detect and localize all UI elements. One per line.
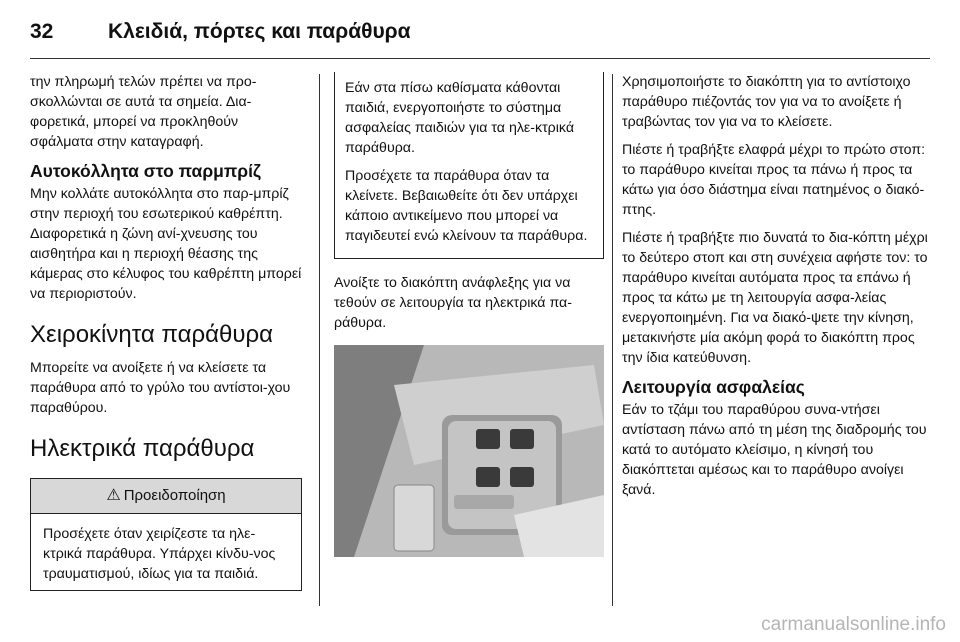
warning-title: Προειδοποίηση <box>123 487 226 504</box>
manual-windows-paragraph: Μπορείτε να ανοίξετε ή να κλείσετε τα παράθυρα από το γρύλο του αντίστοι-χου παραθύρου. <box>30 360 291 416</box>
window-switch-illustration <box>334 345 604 557</box>
ignition-paragraph: Ανοίξτε το διακόπτη ανάφλεξης για να τεθούν σε λειτουργία τα ηλεκτρικά πα-ράθυρα. <box>334 275 572 331</box>
warning-triangle-icon: ⚠ <box>106 487 121 504</box>
column-3 <box>622 72 934 508</box>
column-divider-2 <box>612 74 613 606</box>
warning-body: Προσέχετε όταν χειρίζεστε τα ηλε-κτρικά παράθυρα. Υπάρχει κίνδυ-νος τραυματισμού, ιδίως για τα παιδιά. <box>43 526 276 582</box>
header-divider <box>30 58 930 59</box>
warning-child-lock-paragraph: Εάν στα πίσω καθίσματα κάθονται παιδιά, ενεργοποιήστε το σύστημα ασφαλείας παιδιών για τα ηλε-κτρικά παράθυρα. <box>345 80 575 156</box>
safety-heading: Λειτουργία ασφαλείας <box>622 377 805 397</box>
second-stop-paragraph: Πιέστε ή τραβήξτε πιο δυνατά το δια-κόπτη μέχρι το δεύτερο στοπ και στη συνέχεια αφήστε τον: το παράθυρο κινείται αυτόματα προς τα επάνω ή προς τα κάτω με τη λειτουργία ασφα-λείας ενεργοποιημένη. Για να διακό-ψετε την κίνηση, μετακινήστε μία ακόμη φορά το διακόπτη προς την ίδια κατεύθυνση. <box>622 230 928 366</box>
window-switch-photo <box>334 345 604 557</box>
warning-header <box>31 479 301 514</box>
safety-paragraph: Εάν το τζάμι του παραθύρου συνα-ντήσει αντίσταση πάνω από τη μέση της διαδρομής του κατά το αυτόματο κλείσιμο, η κίνησή του διακόπτεται αμέσως και το παράθυρο ανοίγει ξανά. <box>622 402 927 498</box>
manual-windows-heading: Χειροκίνητα παράθυρα <box>30 321 274 348</box>
page-title: Κλειδιά, πόρτες και παράθυρα <box>108 20 411 43</box>
column-2 <box>334 72 604 557</box>
warning-closing-paragraph: Προσέχετε τα παράθυρα όταν τα κλείνετε. Βεβαιωθείτε ότι δεν υπάρχει κάποιο αντικείμενο που μπορεί να παγιδευτεί ενώ κλείνουν τα παράθυρα. <box>345 168 588 244</box>
column-1 <box>30 72 302 591</box>
watermark: carmanualsonline.info <box>761 614 946 635</box>
warning-box-continued <box>334 72 604 259</box>
sticker-paragraph: Μην κολλάτε αυτοκόλλητα στο παρ-μπρίζ στην περιοχή του εσωτερικού καθρέπτη. Διαφορετικά η ζώνη ανί-χνευσης του αισθητήρα και η περιοχή θέασης της κάμερας στο κέλυφος του καθρέπτη μπορεί να περιοριστούν. <box>30 186 302 302</box>
switch-usage-paragraph: Χρησιμοποιήστε το διακόπτη για το αντίστοιχο παράθυρο πιέζοντάς τον για να το ανοίξετε ή τραβώντας τον για να το κλείσετε. <box>622 74 911 130</box>
column-divider-1 <box>319 74 320 606</box>
electric-windows-heading: Ηλεκτρικά παράθυρα <box>30 435 255 462</box>
page-header <box>30 14 411 50</box>
sticker-heading: Αυτοκόλλητα στο παρμπρίζ <box>30 161 261 181</box>
intro-paragraph: την πληρωμή τελών πρέπει να προ-σκολλώνται σε αυτά τα σημεία. Δια-φορετικά, μπορεί να προκληθούν σφάλματα στην καταγραφή. <box>30 74 257 150</box>
first-stop-paragraph: Πιέστε ή τραβήξτε ελαφρά μέχρι το πρώτο στοπ: το παράθυρο κινείται προς τα πάνω ή προς τα κάτω για όσο διάστημα είναι πατημένος ο διακό-πτης. <box>622 142 926 218</box>
warning-box <box>30 478 302 591</box>
page-number: 32 <box>30 20 54 43</box>
